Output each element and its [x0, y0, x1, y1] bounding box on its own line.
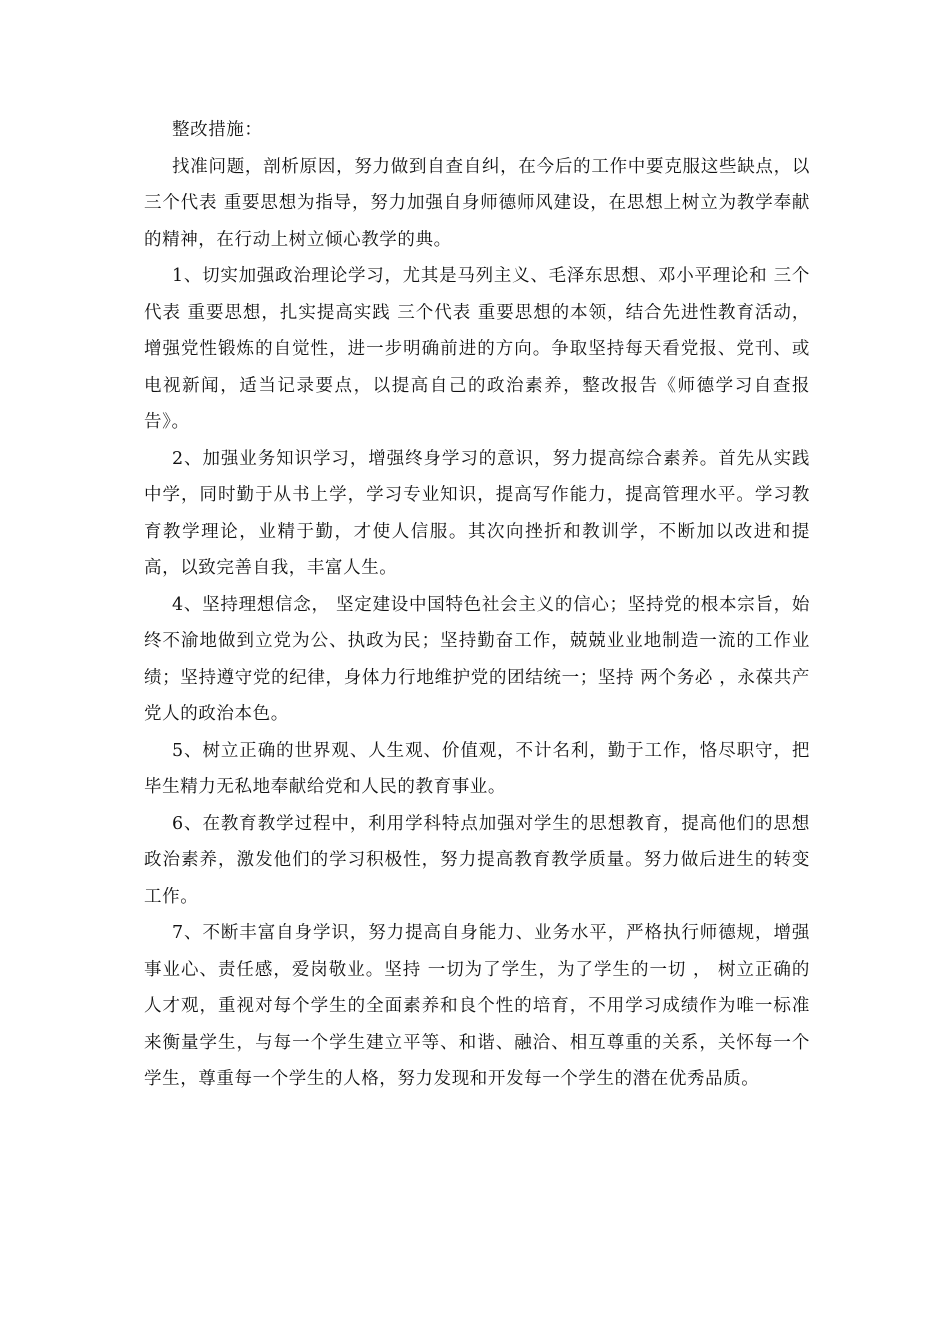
section-heading: 整改措施： [172, 120, 263, 140]
paragraph-item-7: 7、不断丰富自身学识，努力提高自身能力、业务水平，严格执行师德规，增强事业心、责任感，爱岗敬业。坚持 一切为了学生，为了学生的一切 ， 树立正确的人才观，重视对每个学生的全面素养和良个性的培育，不用学习成绩作为唯一标准来衡量学生，与每一个学生建立平等、和谐、融洽、相互尊重的关系，关怀每一个学生，尊重每一个学生的人格，努力发现和开发每一个学生的潜在优秀品质。 [144, 923, 810, 1089]
paragraph-item-6: 6、在教育教学过程中，利用学科特点加强对学生的思想教育，提高他们的思想政治素养，激发他们的学习积极性，努力提高教育教学质量。努力做后进生的转变工作。 [144, 813, 810, 907]
paragraph-item-2: 2、加强业务知识学习，增强终身学习的意识，努力提高综合素养。首先从实践中学，同时勤于从书上学，学习专业知识，提高写作能力，提高管理水平。学习教育教学理论，业精于勤，才使人信服。其次向挫折和教训学，不断加以改进和提高，以致完善自我，丰富人生。 [144, 448, 810, 578]
paragraph-item-4: 4、坚持理想信念， 坚定建设中国特色社会主义的信心；坚持党的根本宗旨，始终不渝地做到立党为公、执政为民；坚持勤奋工作，兢兢业业地制造一流的工作业绩；坚持遵守党的纪律，身体力行地维护党的团结统一；坚持 两个务必 ，永葆共产党人的政治本色。 [144, 594, 810, 724]
document-body [144, 112, 810, 1098]
paragraph-intro: 找准问题，剖析原因，努力做到自查自纠，在今后的工作中要克服这些缺点，以 三个代表 重要思想为指导，努力加强自身师德师风建设，在思想上树立为教学奉献的精神，在行动上树立倾心教学的典。 [144, 156, 810, 250]
paragraph-item-5: 5、树立正确的世界观、人生观、价值观，不计名利，勤于工作，恪尽职守，把毕生精力无私地奉献给党和人民的教育事业。 [144, 740, 810, 797]
paragraph-item-1: 1、切实加强政治理论学习，尤其是马列主义、毛泽东思想、邓小平理论和 三个代表 重要思想，扎实提高实践 三个代表 重要思想的本领，结合先进性教育活动，增强党性锻炼的自觉性，进一步明确前进的方向。争取坚持每天看党报、党刊、或电视新闻，适当记录要点，以提高自己的政治素养，整改报告《师德学习自查报告》。 [144, 266, 810, 432]
